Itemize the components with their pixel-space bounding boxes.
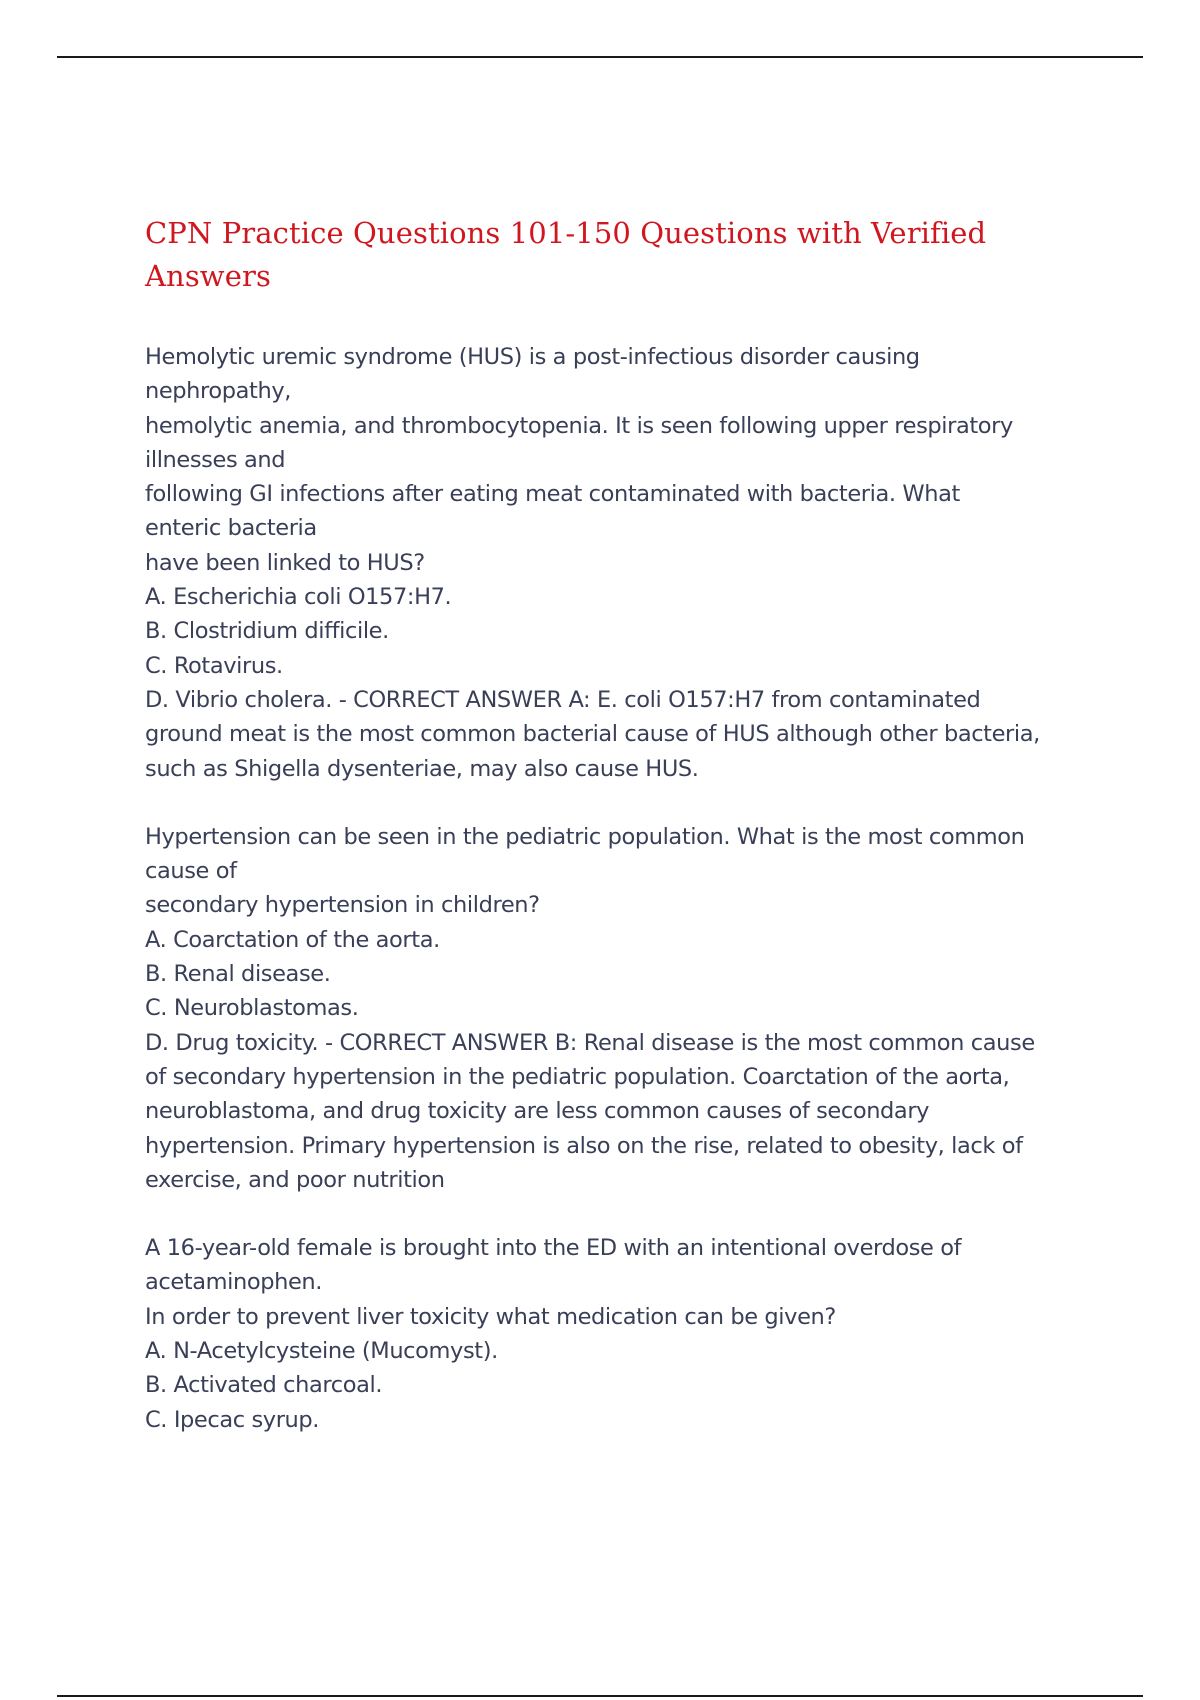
footer-rule [57, 1695, 1143, 1697]
title-line: Answers [145, 259, 271, 293]
document-body [145, 212, 1095, 1471]
text-line: cause of [145, 858, 237, 885]
answer-option-d: D. Drug toxicity. - CORRECT ANSWER B: Renal disease is the most common cause [145, 1029, 1035, 1056]
header-rule [57, 56, 1143, 58]
text-line: hemolytic anemia, and thrombocytopenia. It is seen following upper respiratory [145, 412, 1013, 439]
answer-explanation: such as Shigella dysenteriae, may also cause HUS. [145, 755, 699, 782]
answer-option-a: A. N-Acetylcysteine (Mucomyst). [145, 1338, 498, 1365]
answer-option-c: C. Ipecac syrup. [145, 1406, 320, 1433]
answer-option-c: C. Rotavirus. [145, 652, 283, 679]
text-line: Hemolytic uremic syndrome (HUS) is a post-infectious disorder causing [145, 344, 920, 370]
answer-option-c: C. Neuroblastomas. [145, 995, 359, 1022]
answer-option-a: A. Coarctation of the aorta. [145, 926, 440, 953]
text-line: following GI infections after eating meat contaminated with bacteria. What [145, 481, 960, 508]
answer-explanation: of secondary hypertension in the pediatric population. Coarctation of the aorta, [145, 1063, 1010, 1090]
answer-explanation: ground meat is the most common bacterial cause of HUS although other bacteria, [145, 721, 1040, 748]
answer-option-a: A. Escherichia coli O157:H7. [145, 584, 452, 611]
text-line: Hypertension can be seen in the pediatric population. What is the most common [145, 823, 1025, 850]
answer-option-b: B. Clostridium difficile. [145, 618, 389, 645]
answer-explanation: exercise, and poor nutrition [145, 1166, 445, 1193]
text-line: nephropathy, [145, 378, 291, 405]
text-line: enteric bacteria [145, 515, 317, 542]
answer-explanation: hypertension. Primary hypertension is also on the rise, related to obesity, lack of [145, 1132, 1023, 1159]
text-line: illnesses and [145, 446, 286, 473]
text-line: have been linked to HUS? [145, 549, 425, 576]
title-line: CPN Practice Questions 101-150 Questions with Verified [145, 216, 987, 250]
document-title [145, 212, 1095, 298]
answer-option-b: B. Renal disease. [145, 961, 331, 988]
text-line: secondary hypertension in children? [145, 892, 540, 919]
question-block-3 [145, 1231, 1095, 1437]
text-line: In order to prevent liver toxicity what medication can be given? [145, 1303, 836, 1330]
answer-explanation: neuroblastoma, and drug toxicity are less common causes of secondary [145, 1098, 930, 1125]
question-block-1 [145, 340, 1095, 786]
text-line: acetaminophen. [145, 1269, 323, 1296]
answer-option-d: D. Vibrio cholera. - CORRECT ANSWER A: E. coli O157:H7 from contaminated [145, 686, 981, 713]
text-line: A 16-year-old female is brought into the ED with an intentional overdose of [145, 1235, 962, 1262]
question-block-2 [145, 820, 1095, 1197]
answer-option-b: B. Activated charcoal. [145, 1372, 383, 1399]
